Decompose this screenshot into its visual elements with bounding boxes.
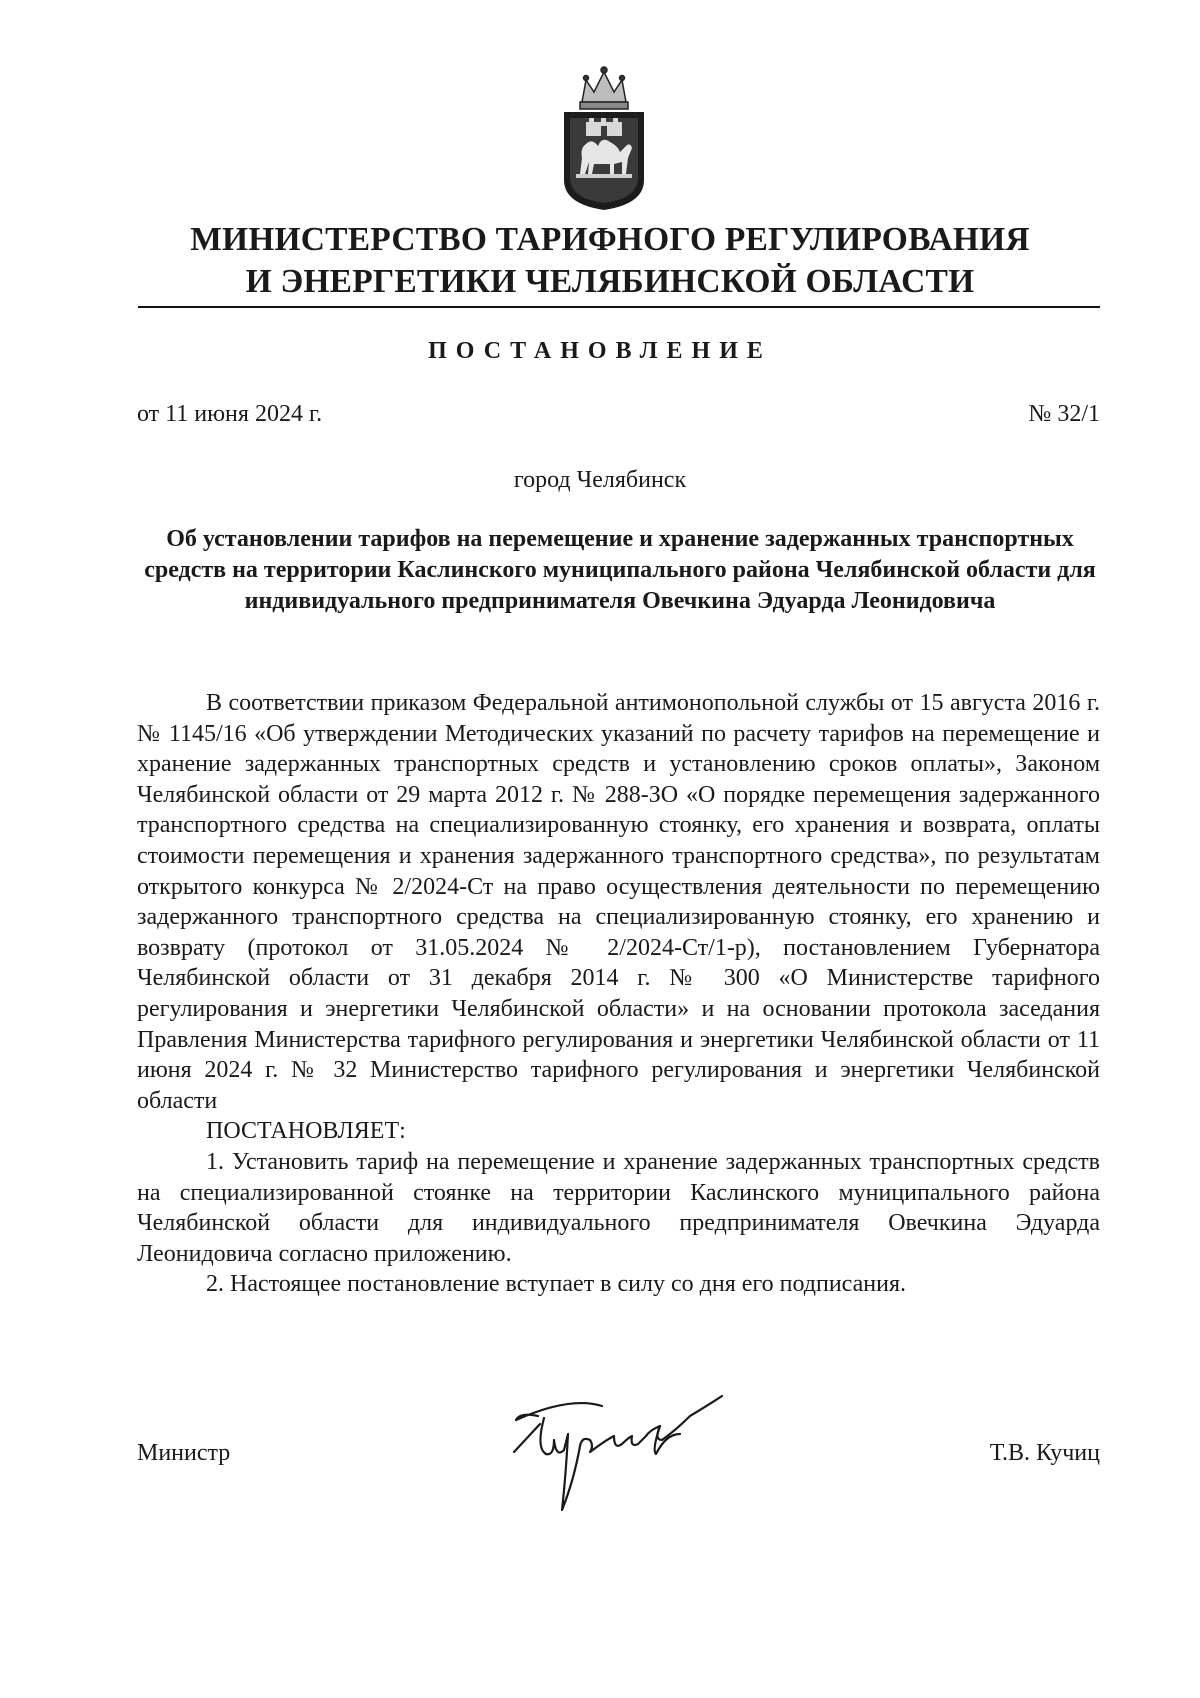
resolution-item-2: 2. Настоящее постановление вступает в силу со дня его подписания. [206, 1271, 907, 1298]
preamble-paragraph: В соответствии приказом Федеральной антимонопольной службы от 15 августа 2016 г. № 1145/16 «Об утверждении Методических указаний по расчету тарифов на перемещение и хранение задержанных транспортных средств и установлению сроков оплаты», Законом Челябинской области от 29 марта 2012 г. № 288-ЗО «О порядке перемещения задержанного транспортного средства на специализированную стоянку, его хранения и возврата, оплаты стоимости перемещения и хранения задержанного транспортного средства», по результатам открытого конкурса № 2/2024-Ст на право осуществления деятельности по перемещению задержанного транспортного средства на специализированную стоянку, его хранению и возврату (протокол от 31.05.2024 № 2/2024-Ст/1-р), постановлением Губернатора Челябинской области от 31 декабря 2014 г. № 300 «О Министерстве тарифного регулирования и энергетики Челябинской области» и на основании протокола заседания Правления Министерства тарифного регулирования и энергетики Челябинской области от 11 июня 2024 г. № 32 Министерство тарифного регулирования и энергетики Челябинской области [137, 690, 1100, 1114]
header-divider [138, 306, 1100, 308]
signatory-role: Министр [137, 1440, 231, 1466]
document-body [137, 688, 1100, 1300]
ministry-name-line1: МИНИСТЕРСТВО ТАРИФНОГО РЕГУЛИРОВАНИЯ [190, 221, 1030, 258]
signatory-name: Т.В. Кучиц [989, 1440, 1100, 1466]
ministry-name [130, 219, 1090, 303]
document-city: город Челябинск [513, 467, 687, 493]
document-number: № 32/1 [1028, 401, 1100, 427]
handwritten-signature-icon [510, 1390, 790, 1520]
resolution-item-1: 1. Установить тариф на перемещение и хранение задержанных транспортных средств на специализированной стоянке на территории Каслинского муниципального района Челябинской области для индивидуального предпринимателя Овечкина Эдуарда Леонидовича согласно приложению. [137, 1148, 1100, 1267]
document-title: Об установлении тарифов на перемещение и хранение задержанных транспортных средств на территории Каслинского муниципального района Челябинской области для индивидуального предпринимателя Овечкина Эдуарда Леонидовича [144, 526, 1096, 614]
decree-word: ПОСТАНОВЛЯЕТ: [206, 1118, 406, 1145]
document-type: ПОСТАНОВЛЕНИЕ [428, 338, 772, 364]
ministry-name-line2: И ЭНЕРГЕТИКИ ЧЕЛЯБИНСКОЙ ОБЛАСТИ [245, 263, 975, 300]
document-date: от 11 июня 2024 г. [137, 401, 323, 427]
chelyabinsk-coat-of-arms-icon [556, 62, 652, 212]
